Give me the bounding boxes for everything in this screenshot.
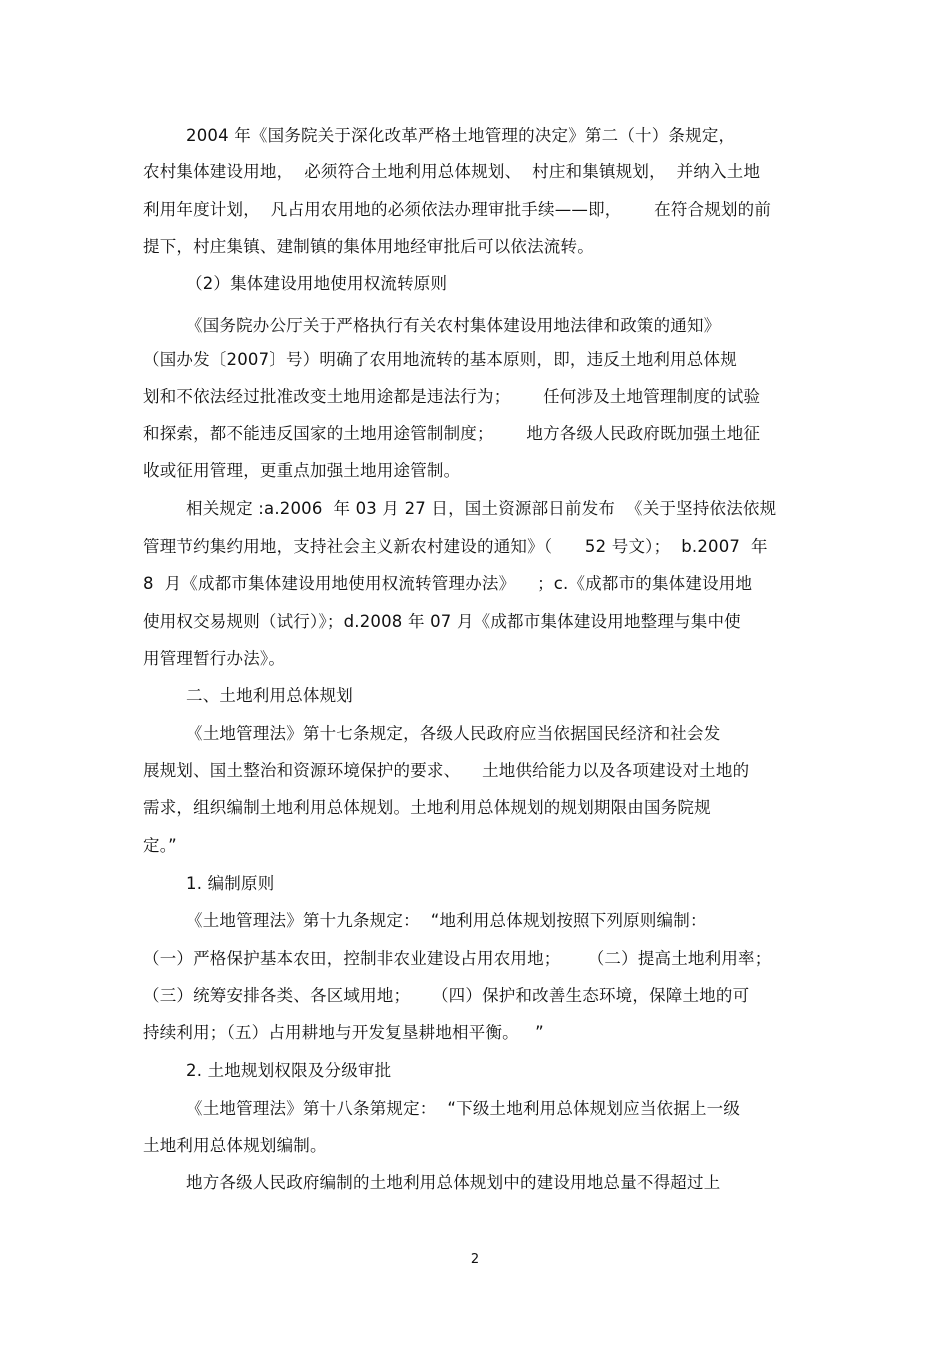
text-line: 《国务院办公厅关于严格执行有关农村集体建设用地法律和政策的通知》 bbox=[186, 316, 721, 335]
text-line: 2004 年《国务院关于深化改革严格土地管理的决定》第二（十）条规定， bbox=[186, 126, 736, 145]
text-line: 展规划、国土整治和资源环境保护的要求、 土地供给能力以及各项建设对土地的 bbox=[143, 761, 750, 780]
text-line: （一）严格保护基本农田，控制非农业建设占用农用地； （二）提高土地利用率； bbox=[143, 949, 772, 968]
section-heading: 2. 土地规划权限及分级审批 bbox=[186, 1061, 392, 1080]
text-line: 地方各级人民政府编制的土地利用总体规划中的建设用地总量不得超过上 bbox=[186, 1173, 721, 1192]
text-line: 管理节约集约用地，支持社会主义新农村建设的通知》（ 52 号文）； b.2007 年 bbox=[143, 537, 768, 556]
text-line: 利用年度计划， 凡占用农用地的必须依法办理审批手续——即， 在符合规划的前 bbox=[143, 200, 772, 219]
section-heading: 1. 编制原则 bbox=[186, 874, 275, 893]
text-line: 《土地管理法》第十七条规定，各级人民政府应当依据国民经济和社会发 bbox=[186, 724, 721, 743]
text-line: 用管理暂行办法》。 bbox=[143, 649, 286, 668]
text-line: 提下，村庄集镇、建制镇的集体用地经审批后可以依法流转。 bbox=[143, 237, 594, 256]
text-line: 定。” bbox=[143, 836, 177, 855]
section-heading: 二、土地利用总体规划 bbox=[186, 686, 353, 705]
text-line: （三）统筹安排各类、各区域用地； （四）保护和改善生态环境，保障土地的可 bbox=[143, 986, 750, 1005]
text-line: 农村集体建设用地， 必须符合土地利用总体规划、 村庄和集镇规划， 并纳入土地 bbox=[143, 162, 761, 181]
section-heading: （2）集体建设用地使用权流转原则 bbox=[186, 274, 448, 293]
text-line: 持续利用；（五）占用耕地与开发复垦耕地相平衡。 ” bbox=[143, 1023, 544, 1042]
text-line: 和探索，都不能违反国家的土地用途管制制度； 地方各级人民政府既加强土地征 bbox=[143, 424, 761, 443]
text-line: 使用权交易规则（试行）》；d.2008 年 07 月《成都市集体建设用地整理与集中使 bbox=[143, 612, 741, 631]
text-line: 《土地管理法》第十八条第规定： “下级土地利用总体规划应当依据上一级 bbox=[186, 1099, 741, 1118]
text-line: （国办发〔2007〕号）明确了农用地流转的基本原则，即，违反土地利用总体规 bbox=[143, 350, 737, 369]
text-line: 收或征用管理，更重点加强土地用途管制。 bbox=[143, 461, 461, 480]
text-line: 划和不依法经过批准改变土地用途都是违法行为； 任何涉及土地管理制度的试验 bbox=[143, 387, 761, 406]
text-line: 土地利用总体规划编制。 bbox=[143, 1136, 327, 1155]
text-line: 相关规定 :a.2006 年 03 月 27 日，国土资源部日前发布 《关于坚持依法依规 bbox=[186, 499, 777, 518]
text-line: 8 月《成都市集体建设用地使用权流转管理办法》 ；c.《成都市的集体建设用地 bbox=[143, 574, 753, 593]
text-line: 《土地管理法》第十九条规定： “地利用总体规划按照下列原则编制： bbox=[186, 911, 707, 930]
text-line: 需求，组织编制土地利用总体规划。土地利用总体规划的规划期限由国务院规 bbox=[143, 798, 711, 817]
page-number: 2 bbox=[470, 1252, 480, 1267]
